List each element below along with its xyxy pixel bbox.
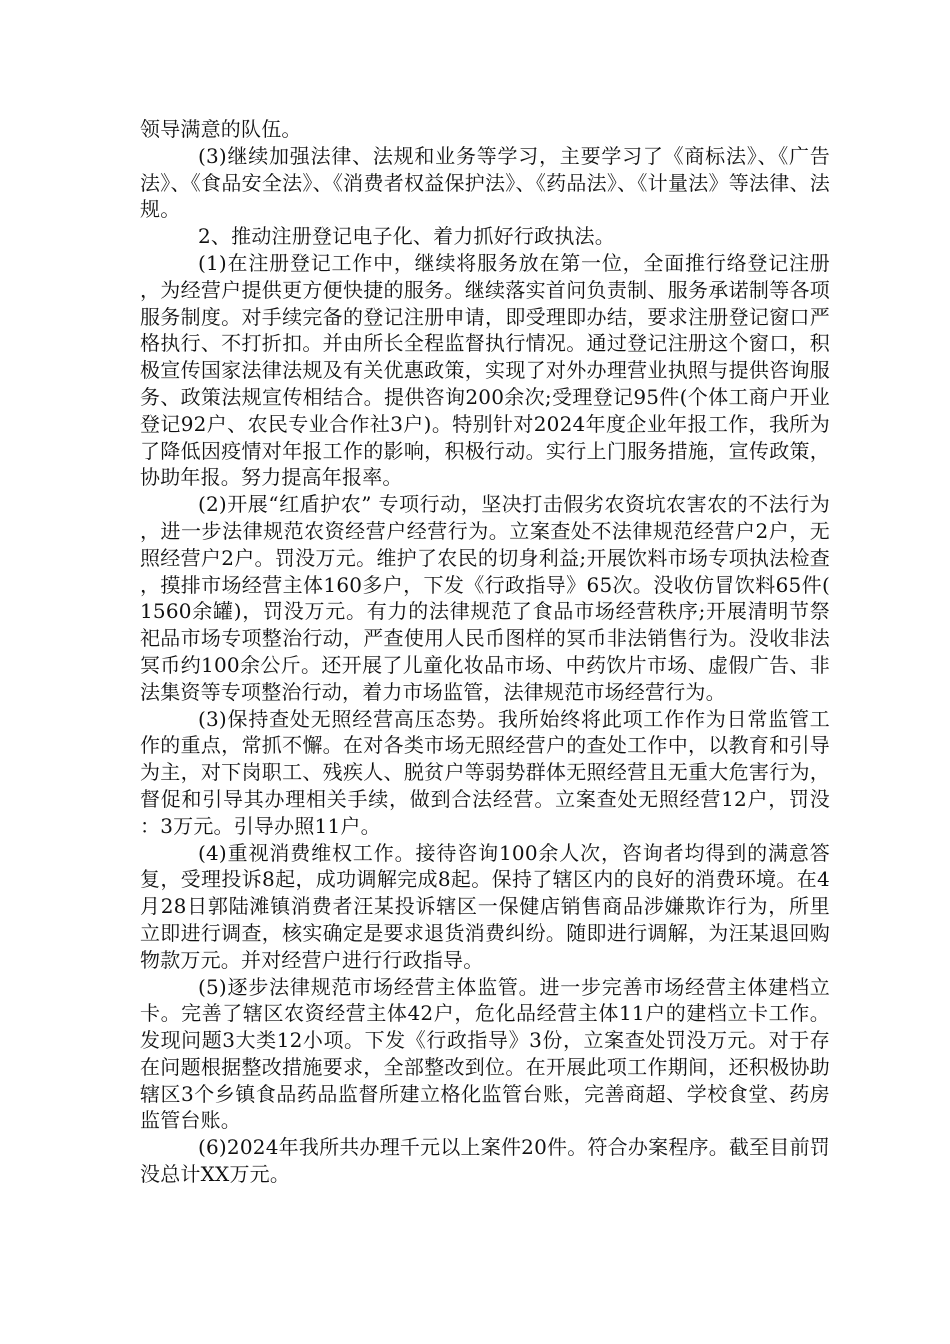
paragraph-heading-registration: 2、推动注册登记电子化、着力抓好行政执法。 (198, 224, 615, 249)
paragraph-consumer-rights: (4)重视消费维权工作。接待咨询100余人次，咨询者均得到的满意答复，受理投诉8起，成功调解完成8起。保持了辖区内的良好的消费环境。在4月28日郭陆滩镇消费者汪某投诉辖区一保健店销售商品涉嫌欺诈行为，所里立即进行调查，核实确定是要求退货消费纠纷。随即进行调解，为汪某退回购物款万元。并对经营户进行行政指导。 (140, 840, 830, 972)
paragraph-registration-work: (1)在注册登记工作中，继续将服务放在第一位，全面推行络登记注册，为经营户提供更方便快捷的服务。继续落实首问负责制、服务承诺制等各项服务制度。对手续完备的登记注册申请，即受理即办结，要求注册登记窗口严格执行、不打折扣。并由所长全程监督执行情况。通过登记注册这个窗口，积极宣传国家法律法规及有关优惠政策，实现了对外办理营业执照与提供咨询服务、政策法规宣传相结合。提供咨询200余次;受理登记95件(个体工商户开业登记92户、农民专业合作社3户)。特别针对2024年度企业年报工作，我所为了降低因疫情对年报工作的影响，积极行动。实行上门服务措施，宣传政策，协助年报。努力提高年报率。 (140, 250, 830, 490)
paragraph-unlicensed-business: (3)保持查处无照经营高压态势。我所始终将此项工作作为日常监管工作的重点，常抓不懈。在对各类市场无照经营户的查处工作中，以教育和引导为主，对下岗职工、残疾人、脱贫户等弱势群体无照经营且无重大危害行为，督促和引导其办理相关手续，做到合法经营。立案查处无照经营12户，罚没：3万元。引导办照11户。 (140, 706, 830, 838)
document-page (140, 116, 830, 1188)
paragraph-red-shield-action: (2)开展“红盾护农” 专项行动，坚决打击假劣农资坑农害农的不法行为，进一步法律规范农资经营户经营行为。立案查处不法律规范经营户2户，无照经营户2户。罚没万元。维护了农民的切身利益;开展饮料市场专项执法检查，摸排市场经营主体160多户，下发《行政指导》65次。没收仿冒饮料65件(1560余罐)，罚没万元。有力的法律规范了食品市场经营秩序;开展清明节祭祀品市场专项整治行动，严查使用人民币图样的冥币非法销售行为。没收非法冥币约100余公斤。还开展了儿童化妆品市场、中药饮片市场、虚假广告、非法集资等专项整治行动，着力市场监管，法律规范市场经营行为。 (140, 492, 830, 704)
paragraph-law-study: (3)继续加强法律、法规和业务等学习，主要学习了《商标法》、《广告法》、《食品安全法》、《消费者权益保护法》、《药品法》、《计量法》等法律、法规。 (140, 143, 830, 222)
paragraph-team-closing: 领导满意的队伍。 (140, 117, 302, 141)
paragraph-market-supervision: (5)逐步法律规范市场经营主体监管。进一步完善市场经营主体建档立卡。完善了辖区农资经营主体42户，危化品经营主体11户的建档立卡工作。发现问题3大类12小项。下发《行政指导》3份，立案查处罚没万元。对于存在问题根据整改措施要求，全部整改到位。在开展此项工作期间，还积极协助辖区3个乡镇食品药品监督所建立格化监管台账，完善商超、学校食堂、药房监管台账。 (140, 974, 830, 1133)
paragraph-case-summary: (6)2024年我所共办理千元以上案件20件。符合办案程序。截至目前罚没总计XX万元。 (140, 1135, 830, 1187)
